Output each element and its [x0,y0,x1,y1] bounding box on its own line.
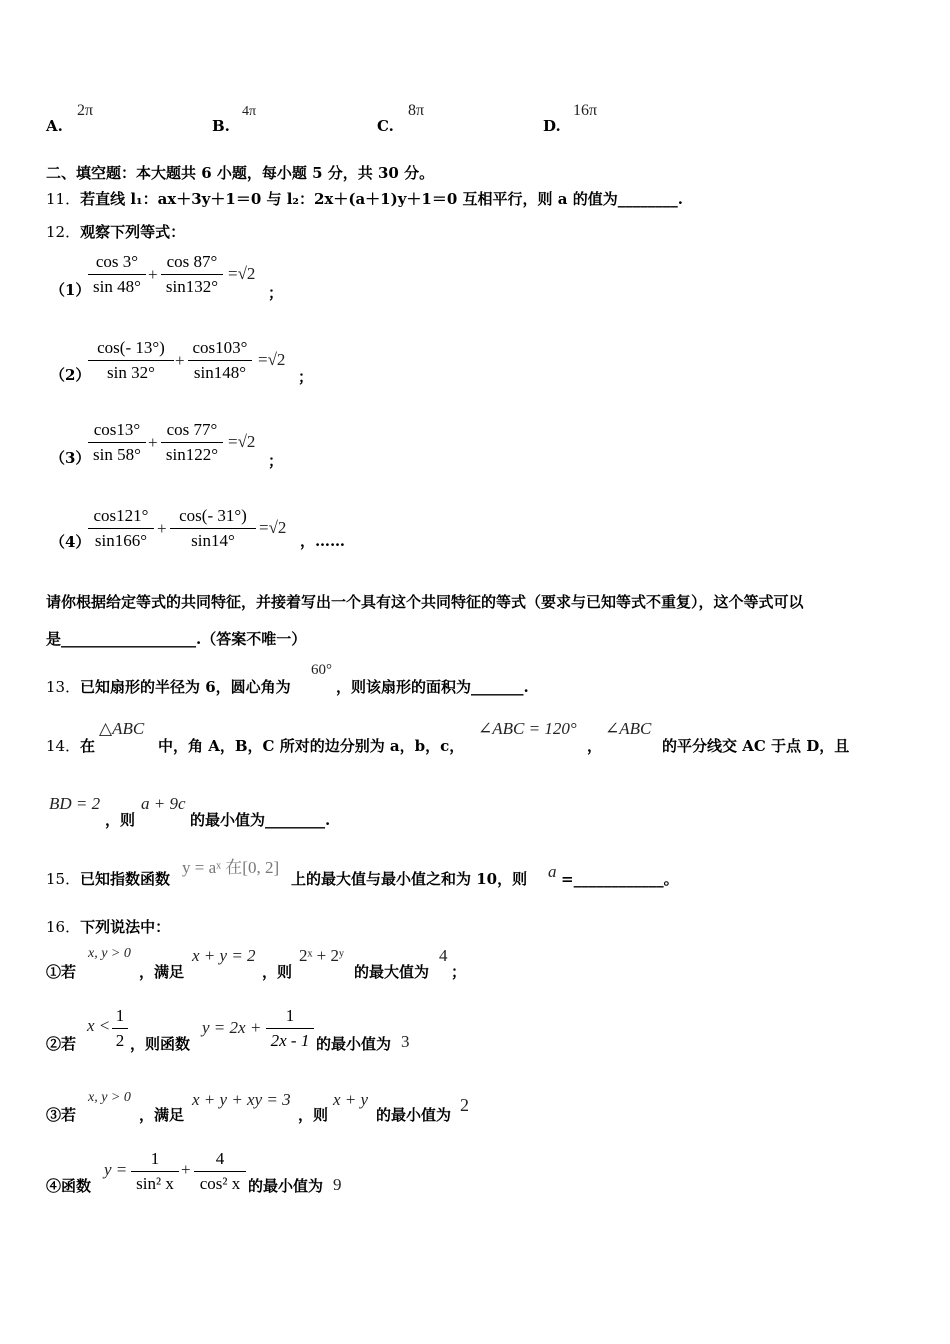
eq4-end: ，…… [300,532,346,550]
question-11 [46,188,683,209]
eq3-den2: sin122° [165,445,219,464]
choice-a-label: A. [46,117,63,135]
s3-value: 2 [460,1095,469,1115]
s1-word-1: ，满足 [139,963,185,981]
s2-cond-den: 2 [115,1031,125,1050]
s4-fraction-2 [194,1149,246,1194]
eq3-rhs: =√2 [228,432,256,451]
choice-b-label: B. [212,117,230,135]
q12-task-line-2: 是__________________.（答案不唯一） [46,630,307,648]
q12-task-line-1: 请你根据给定等式的共同特征，并接着写出一个具有这个共同特征的等式（要求与已知等式不重复），这个等式可以 [46,593,804,611]
choice-a-value: 2π [77,102,94,119]
q11-text: 若直线 l₁：ax＋3y＋1＝0 与 l₂：2x＋(a＋1)y＋1＝0 互相平行，则 a 的值为________. [80,190,683,208]
s4-num2: 4 [194,1149,246,1172]
s2-function: y = 2x + [202,1018,262,1037]
eq1-den2: sin132° [165,277,219,296]
s4-value: 9 [333,1175,342,1194]
q15-number: 15． [46,870,81,888]
q13-angle: 60° [311,662,332,678]
choice-d-value: 16π [573,102,598,119]
s4-den2: cos² x [199,1174,241,1193]
q15-variable: a [548,862,557,881]
q14-word-5: 的最小值为________. [190,811,331,829]
s4-plus: + [181,1160,191,1179]
s3-equation: x + y + xy = 3 [192,1090,291,1109]
s1-word-2: ，则 [262,963,293,981]
q14-bd: BD = 2 [49,794,101,813]
s2-condition-left: x < [87,1016,111,1035]
q13-post: ，则该扇形的面积为_______. [336,678,529,696]
choice-c-value: 8π [408,102,425,119]
section-heading: 二、填空题：本大题共 6 小题，每小题 5 分，共 30 分。 [46,164,435,182]
s3-mark: ③若 [46,1106,77,1124]
s2-value: 3 [401,1032,410,1051]
eq4-rhs: =√2 [259,518,287,537]
eq4-den2: sin14° [191,531,235,550]
eq1-fraction-2 [161,252,223,297]
q14-word-4: ，则 [105,811,136,829]
q12-number: 12． [46,223,81,241]
eq3-end: ； [268,452,284,470]
s2-fn-den: 2x - 1 [270,1031,310,1050]
choice-c-label: C. [377,117,394,135]
eq4-num2: cos(- 31°) [170,506,256,529]
eq1-fraction-1 [88,252,146,297]
eq2-label: （2） [50,366,91,384]
s1-condition: x, y > 0 [88,946,131,961]
eq2-end: ； [298,368,314,386]
eq3-num1: cos13° [88,420,146,443]
s1-equation: x + y = 2 [192,946,256,965]
q14-expression: a + 9c [141,794,186,813]
q15-expression: y = aˣ 在[0, 2] [182,858,280,877]
q15-pre: 已知指数函数 [80,870,171,888]
eq3-num2: cos 77° [161,420,223,443]
s1-word-3: 的最大值为 [354,963,430,981]
q14-word-3: 的平分线交 AC 于点 D，且 [662,737,850,755]
eq3-fraction-1 [88,420,146,465]
eq4-fraction-1 [88,506,154,551]
s3-word-1: ，满足 [139,1106,185,1124]
eq2-den2: sin148° [193,363,247,382]
s4-num1: 1 [131,1149,179,1172]
question-12 [46,221,185,242]
question-16 [46,916,170,937]
s4-function: y = [104,1160,128,1179]
q13-number: 13． [46,678,81,696]
s3-word-2: ，则 [298,1106,329,1124]
eq2-fraction-1 [88,338,174,383]
eq1-label: （1） [50,281,91,299]
q13-pre: 已知扇形的半径为 6，圆心角为 [80,678,291,696]
q12-intro: 观察下列等式： [80,223,186,241]
q14-word-1: 在 [80,737,96,755]
s2-cond-num: 1 [112,1006,128,1029]
eq4-fraction-2 [170,506,256,551]
q11-number: 11． [46,190,81,208]
eq1-den1: sin 48° [93,277,141,296]
s3-expression: x + y [333,1090,369,1109]
eq3-den1: sin 58° [93,445,141,464]
q14-word-2: 中，角 A，B，C 所对的边分别为 a，b，c， [158,737,465,755]
s4-den1: sin² x [136,1174,174,1193]
eq1-end: ； [268,284,284,302]
eq2-num2: cos103° [188,338,252,361]
s2-word-1: ，则函数 [130,1035,191,1053]
s2-fn-num: 1 [266,1006,314,1029]
eq3-label: （3） [50,449,91,467]
s2-word-2: 的最小值为 [316,1035,392,1053]
eq4-plus: + [157,519,167,538]
eq4-den1: sin166° [94,531,148,550]
s4-fraction-1 [131,1149,179,1194]
s4-mark: ④函数 [46,1177,92,1195]
choice-d-label: D. [543,117,561,135]
s1-end: ； [451,963,467,981]
eq2-rhs: =√2 [258,350,286,369]
q14-triangle: △ABC [99,719,145,738]
q16-number: 16． [46,918,81,936]
eq1-num2: cos 87° [161,252,223,275]
s3-word-3: 的最小值为 [376,1106,452,1124]
eq2-num1: cos(- 13°) [88,338,174,361]
q14-angle: ∠ABC = 120° [478,719,577,738]
eq4-label: （4） [50,533,91,551]
q16-intro: 下列说法中： [80,918,171,936]
s1-mark: ①若 [46,963,77,981]
eq2-plus: + [175,351,185,370]
s2-mark: ②若 [46,1035,77,1053]
q15-tail: =____________。 [561,870,679,888]
q14-comma: ， [587,737,603,755]
q14-number: 14． [46,737,81,755]
s1-expression: 2ˣ + 2ʸ [299,946,345,965]
choice-b-value: 4π [242,104,257,119]
eq3-fraction-2 [161,420,223,465]
s1-value: 4 [439,946,448,965]
eq1-rhs: =√2 [228,264,256,283]
eq1-num1: cos 3° [88,252,146,275]
s4-word-1: 的最小值为 [248,1177,324,1195]
eq2-den1: sin 32° [107,363,155,382]
eq3-plus: + [148,433,158,452]
eq1-plus: + [148,265,158,284]
s2-function-fraction [266,1006,314,1051]
eq2-fraction-2 [188,338,252,383]
q15-post: 上的最大值与最小值之和为 10，则 [291,870,528,888]
eq4-num1: cos121° [88,506,154,529]
s3-condition: x, y > 0 [88,1090,131,1105]
q14-angle-2: ∠ABC [605,719,652,738]
s2-condition-fraction [112,1006,128,1051]
